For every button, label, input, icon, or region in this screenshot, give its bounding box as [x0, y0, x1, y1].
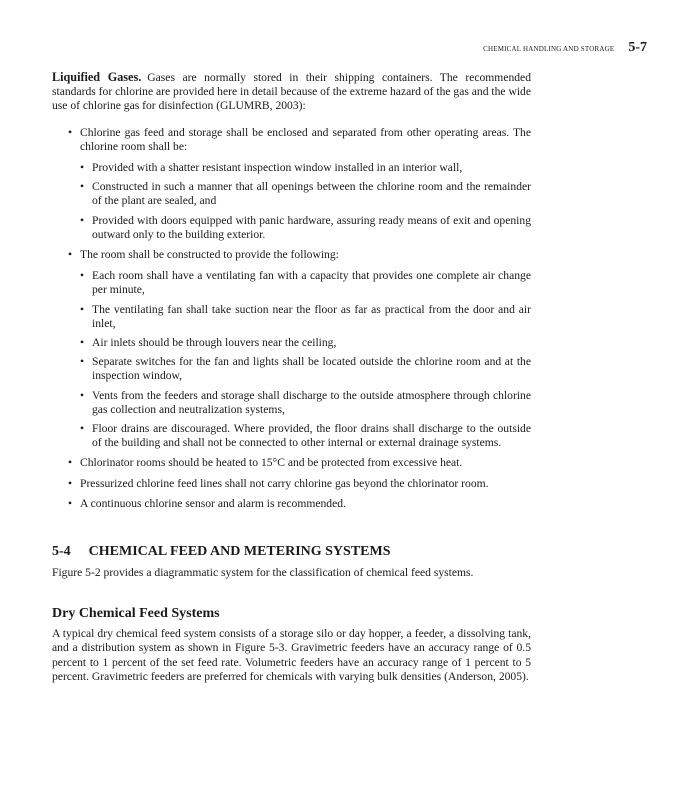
bullet-item — [52, 126, 531, 242]
running-head-title: CHEMICAL HANDLING AND STORAGE — [483, 45, 615, 53]
sub-bullet-item: • Constructed in such a manner that all openings between the chlorine room and the remainder of the plant are sealed, and — [80, 180, 531, 208]
subsection-paragraph: A typical dry chemical feed system consists of a storage silo or day hopper, a feeder, a dissolving tank, and a distribution system as shown in Figure 5-3. Gravimetric feeders have an accuracy range of 0.5 percent to 1 percent of the set feed rate. Volumetric feeders have an accuracy range of 1 percent to 5 percent. Gravimetric feeders are preferred for chemicals with varying bulk densities (Anderson, 2005). — [52, 627, 531, 683]
sub-bullet-item: • Floor drains are discouraged. Where provided, the floor drains shall discharge to the outside of the building and shall not be connected to other internal or external drainage systems. — [80, 422, 531, 450]
intro-text: Gases are normally stored in their shipping containers. The recommended standards for chlorine are provided here in detail because of the extreme hazard of the gas and the wide use of chlorine gas for disinfection (GLUMRB, 2003): — [52, 71, 532, 113]
bullet-item: • Pressurized chlorine feed lines shall not carry chlorine gas beyond the chlorinator room. — [52, 477, 531, 491]
section-title: CHEMICAL FEED AND METERING SYSTEMS — [88, 544, 391, 560]
run-in-heading: Liquified Gases. — [52, 70, 142, 84]
bullet-text: Chlorine gas feed and storage shall be enclosed and separated from other operating areas. The chlorine room shall be: — [80, 125, 531, 153]
intro-paragraph — [52, 70, 531, 114]
page-number: 5-7 — [628, 40, 647, 55]
sub-bullet-list — [80, 161, 531, 242]
sub-bullet-list — [80, 269, 531, 450]
section-number: 5-4 — [52, 544, 71, 560]
running-head — [483, 40, 647, 56]
sub-bullet-item: • Separate switches for the fan and lights shall be located outside the chlorine room and at the inspection window, — [80, 355, 531, 383]
sub-bullet-item: • Air inlets should be through louvers near the ceiling, — [80, 336, 531, 350]
sub-bullet-item: • Vents from the feeders and storage shall discharge to the outside atmosphere through chlorine gas collection and neutralization systems, — [80, 389, 531, 417]
sub-bullet-item: • Each room shall have a ventilating fan with a capacity that provides one complete air change per minute, — [80, 269, 531, 297]
bullet-item: • Chlorinator rooms should be heated to 15°C and be protected from excessive heat. — [52, 456, 531, 470]
subsection-heading: Dry Chemical Feed Systems — [52, 606, 220, 622]
section-paragraph: Figure 5-2 provides a diagrammatic system for the classification of chemical feed systems. — [52, 566, 474, 580]
bullet-list — [52, 126, 531, 511]
bullet-text: The room shall be constructed to provide the following: — [80, 248, 339, 262]
sub-bullet-item: • Provided with doors equipped with panic hardware, assuring ready means of exit and opening outward only to the building exterior. — [80, 214, 531, 242]
bullet-item: • A continuous chlorine sensor and alarm is recommended. — [52, 497, 531, 511]
page-content — [52, 70, 531, 684]
sub-bullet-item: • The ventilating fan shall take suction near the floor as far as practical from the door and air inlet, — [80, 303, 531, 331]
section-heading — [52, 543, 531, 560]
sub-bullet-item: • Provided with a shatter resistant inspection window installed in an interior wall, — [80, 161, 531, 175]
bullet-item — [52, 248, 531, 450]
